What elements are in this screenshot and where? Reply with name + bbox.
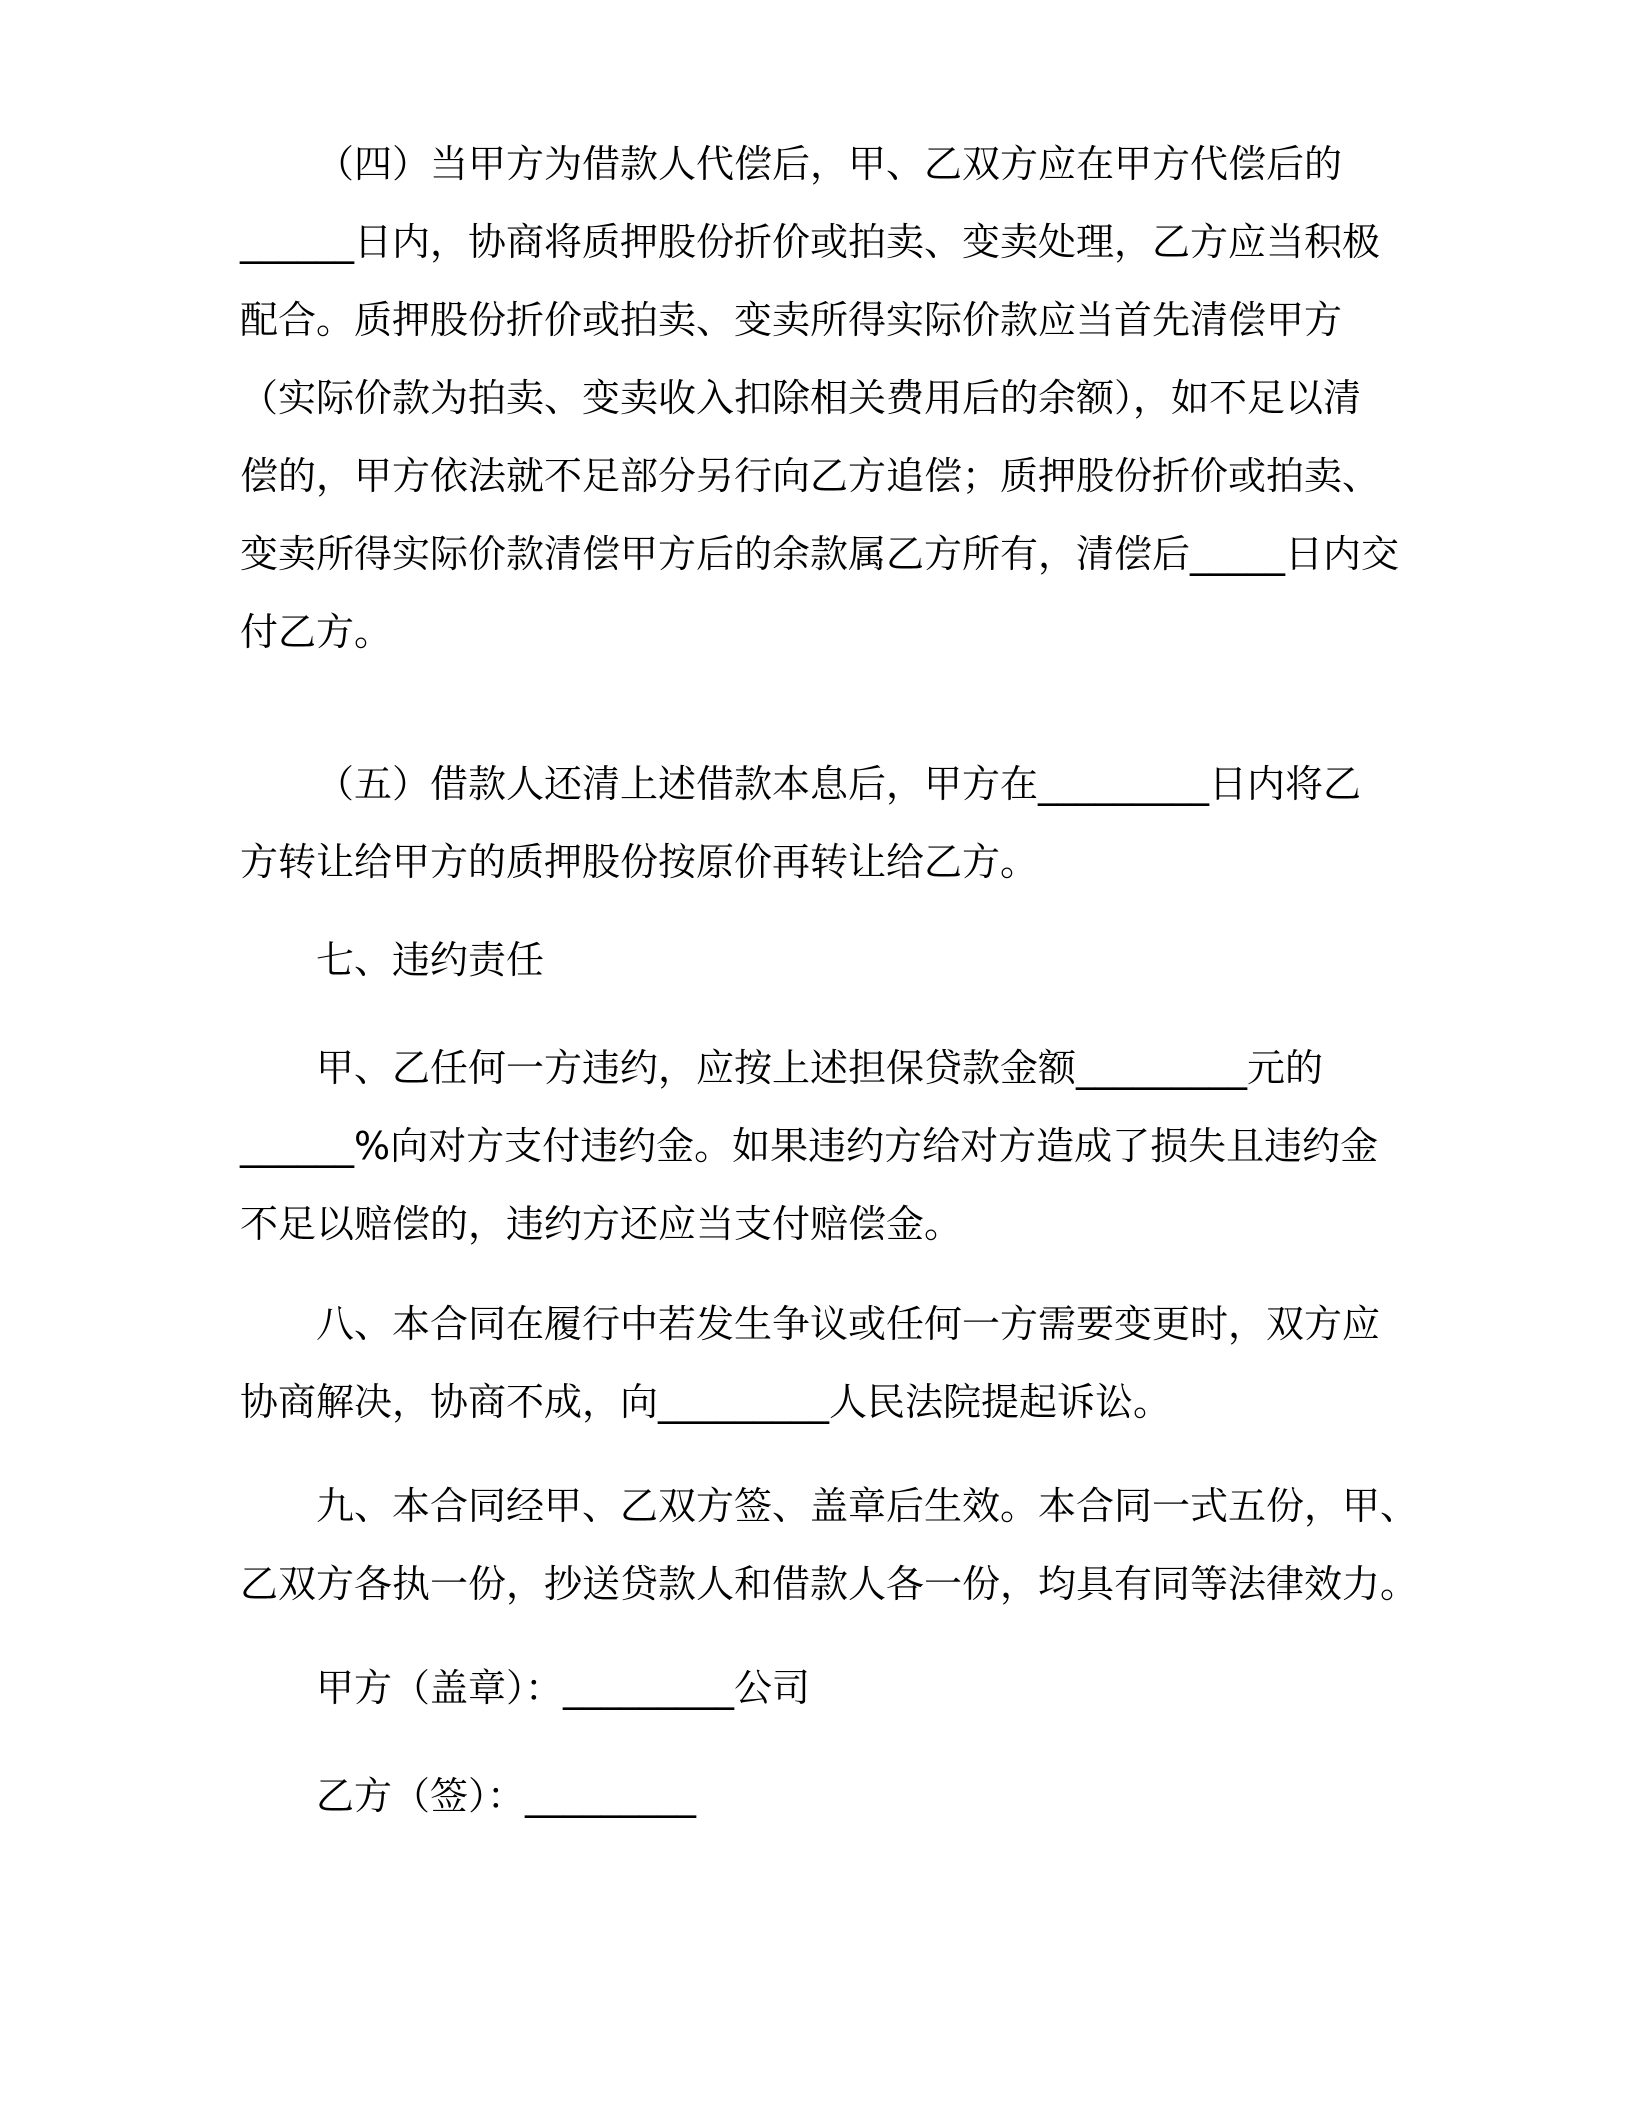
clause-4-line-5: 偿的，甲方依法就不足部分另行向乙方追偿；质押股份折价或拍卖、: [240, 454, 1381, 498]
clause-5-line-2: 方转让给甲方的质押股份按原价再转让给乙方。: [240, 840, 1039, 884]
section-7-heading: 七、违约责任: [316, 938, 545, 982]
clause-4-line-4: （实际价款为拍卖、变卖收入扣除相关费用后的余额），如不足以清: [240, 376, 1362, 420]
clause-4-line-2: ______日内，协商将质押股份折价或拍卖、变卖处理，乙方应当积极: [240, 220, 1381, 264]
clause-4-line-1: （四）当甲方为借款人代偿后，甲、乙双方应在甲方代偿后的: [316, 142, 1343, 186]
section-9-line-2: 乙双方各执一份，抄送贷款人和借款人各一份，均具有同等法律效力。: [240, 1562, 1419, 1606]
section-8-line-2: 协商解决，协商不成，向_________人民法院提起诉讼。: [240, 1380, 1172, 1424]
section-9-line-1: 九、本合同经甲、乙双方签、盖章后生效。本合同一式五份，甲、: [316, 1484, 1419, 1528]
clause-4-line-6: 变卖所得实际价款清偿甲方后的余款属乙方所有，清偿后_____日内交: [240, 532, 1400, 576]
clause-5-line-1: （五）借款人还清上述借款本息后，甲方在_________日内将乙: [316, 762, 1362, 806]
party-b-signature-line: 乙方（签）：_________: [316, 1774, 697, 1818]
section-7-line-3: 不足以赔偿的，违约方还应当支付赔偿金。: [240, 1202, 963, 1246]
clause-4-line-3: 配合。质押股份折价或拍卖、变卖所得实际价款应当首先清偿甲方: [240, 298, 1343, 342]
party-a-signature-line: 甲方（盖章）：_________公司: [316, 1666, 811, 1710]
section-7-line-2: ______%向对方支付违约金。如果违约方给对方造成了损失且违约金: [240, 1124, 1379, 1168]
clause-4-line-7: 付乙方。: [240, 610, 393, 654]
section-7-line-1: 甲、乙任何一方违约，应按上述担保贷款金额_________元的: [316, 1046, 1324, 1090]
section-8-line-1: 八、本合同在履行中若发生争议或任何一方需要变更时，双方应: [316, 1302, 1381, 1346]
